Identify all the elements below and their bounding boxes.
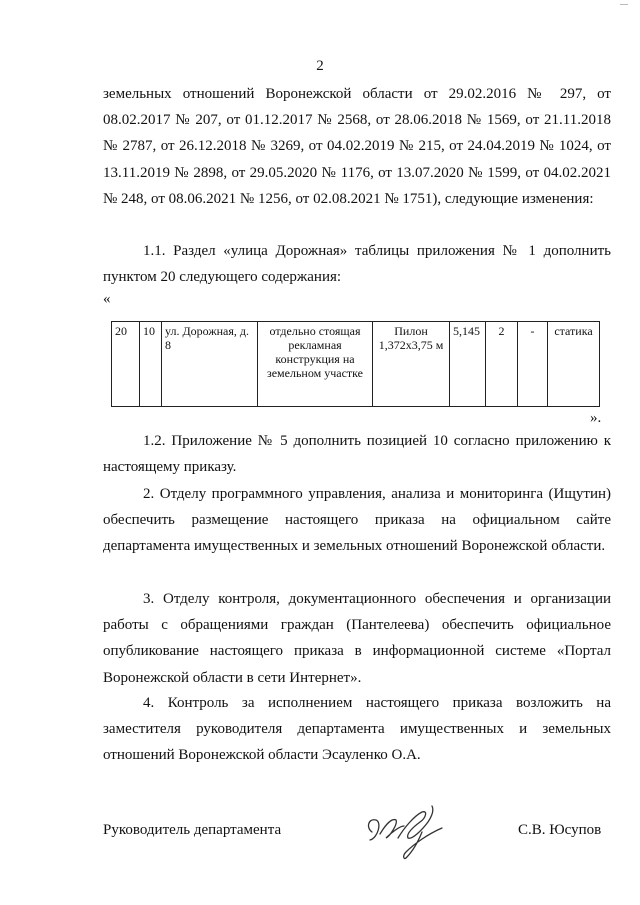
handwritten-signature — [362, 798, 454, 864]
intro-paragraph: земельных отношений Воронежской области от 29.02.2016 № 297, от 08.02.2017 № 207, от 01.12.2017 № 2568, от 28.06.2018 № 1569, от 21.11.2018 № 2787, от 26.12.2018 № 3269, от 04.02.2019 № 215, от 24.04.2019 № 1024, от 13.11.2019 № 2898, от 29.05.2020 № 1176, от 13.07.2020 № 1599, от 04.02.2021 № 248, от 08.06.2021 № 1256, от 02.08.2021 № 1751), следующие изменения: — [103, 86, 611, 207]
paragraph-4: 4. Контроль за исполнением настоящего приказа возложить на заместителя руководителя департамента имущественных и земельных отношений Воронежской области Эсауленко О.А. — [103, 695, 611, 764]
cell-subnumber: 10 — [140, 322, 162, 407]
cell-number: 20 — [112, 322, 140, 407]
opening-quote: « — [103, 291, 111, 307]
cell-area: 5,145 — [450, 322, 486, 407]
cell-address: ул. Дорожная, д. 8 — [162, 322, 258, 407]
signatory-name: С.В. Юсупов — [518, 822, 602, 838]
cell-sides: 2 — [486, 322, 518, 407]
page-number: 2 — [316, 58, 324, 74]
paragraph-2: 2. Отделу программного управления, анализа и мониторинга (Ищутин) обеспечить размещение настоящего приказа на официальном сайте департамента имущественных и земельных отношений Воронежской области. — [103, 486, 611, 555]
closing-quote: ». — [590, 410, 602, 426]
scan-mark — [620, 0, 628, 5]
table-row — [112, 322, 600, 407]
paragraph-1-1: 1.1. Раздел «улица Дорожная» таблицы приложения № 1 дополнить пунктом 20 следующего содержания: — [103, 243, 611, 286]
cell-status: статика — [548, 322, 600, 407]
cell-structure-kind: Пилон 1,372х3,75 м — [373, 322, 450, 407]
cell-structure-type: отдельно стоящая рекламная конструкция на земельном участке — [258, 322, 373, 407]
insert-table — [111, 321, 600, 407]
signatory-position: Руководитель департамента — [103, 822, 282, 838]
paragraph-3: 3. Отделу контроля, документационного обеспечения и организации работы с обращениями граждан (Пантелеева) обеспечить официальное опубликование настоящего приказа в информационной системе «Портал Воронежской области в сети Интернет». — [103, 591, 611, 686]
cell-dash: - — [518, 322, 548, 407]
paragraph-1-2: 1.2. Приложение № 5 дополнить позицией 10 согласно приложению к настоящему приказу. — [103, 433, 611, 476]
